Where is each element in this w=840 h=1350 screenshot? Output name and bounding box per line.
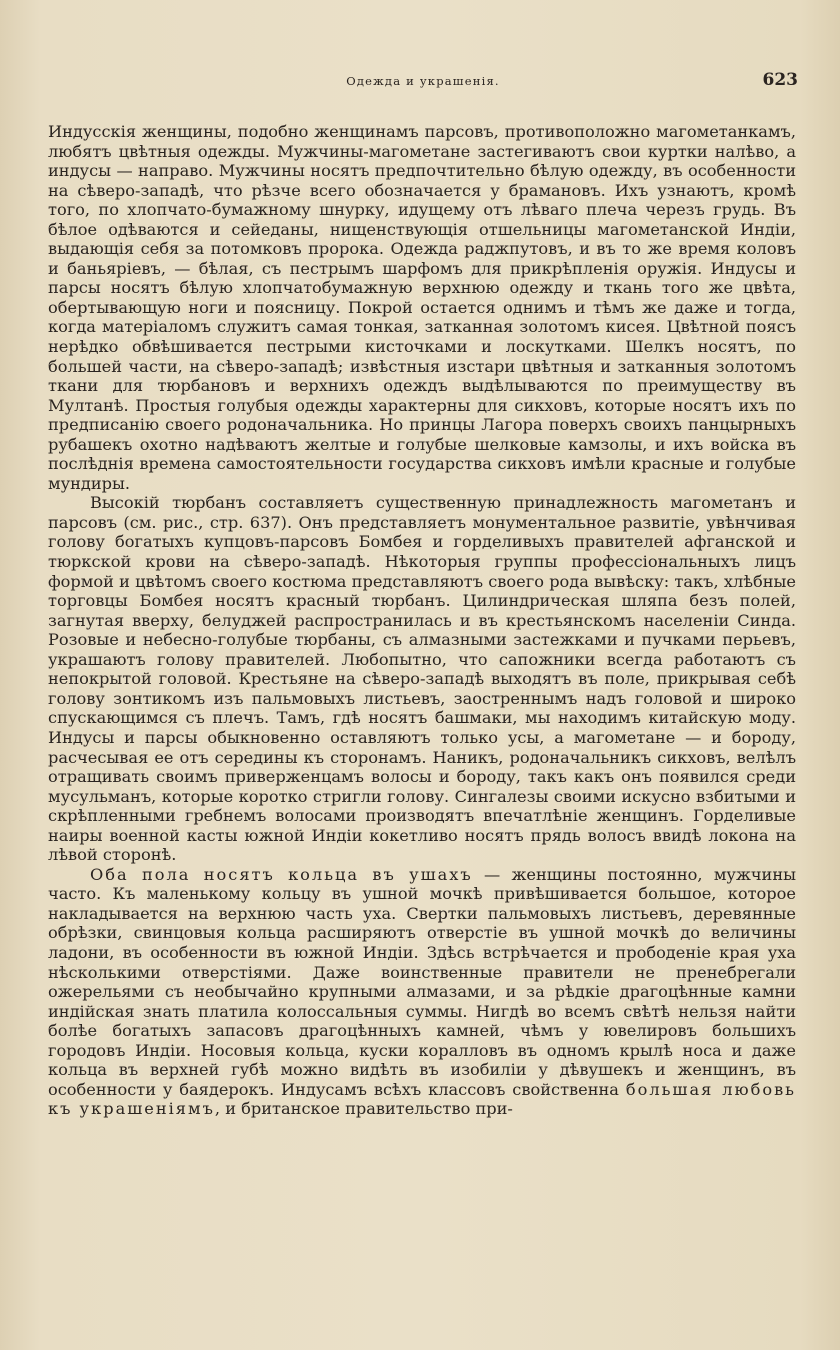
spaced-tail-text: большая любовь къ украшеніямъ [48, 1079, 796, 1119]
paragraph-3-end: , и британское правительство при- [214, 1099, 513, 1119]
paragraph-3-text: — женщины постоянно, мужчины часто. Къ маленькому кольцу въ ушной мочкѣ привѣшивается большое, которое накладывается на верхнюю часть уха. Свертки пальмовыхъ листьевъ, деревянные обрѣзки, свинцовыя кольца расширяютъ отверстіе въ ушной мочкѣ до величины ладони, въ особенности въ южной Индіи. Здѣсь встрѣчается и прободеніе края уха нѣсколькими отверстіями. Даже воинственные правители не пренебрегали ожерельями съ необычайно крупными алмазами, и за рѣдкіе драгоцѣнные камни индійская знать платила колоссальныя суммы. Нигдѣ во всемъ свѣтѣ нельзя найти болѣе богатыхъ запасовъ драгоцѣнныхъ камней, чѣмъ у ювелировъ большихъ городовъ Индіи. Носовыя кольца, куски коралловъ въ одномъ крылѣ носа и даже кольца въ верхней губѣ можно видѣть въ изобиліи у дѣвушекъ и женщинъ, въ особенности у баядерокъ. Индусамъ всѣхъ классовъ свойственна [48, 864, 796, 1099]
spaced-lead-text: Оба пола носятъ кольца въ ушахъ [90, 864, 473, 884]
running-head [48, 70, 798, 94]
page-number: 623 [762, 70, 798, 90]
paragraph-3 [48, 865, 796, 1119]
paragraph-2: Высокій тюрбанъ составляетъ существенную принадлежность магометанъ и парсовъ (см. рис., стр. 637). Онъ представляетъ монументальное развитіе, увѣнчивая голову богатыхъ купцовъ-парсовъ Бомбея и горделивыхъ правителей афганской и тюркской крови на сѣверо-западѣ. Нѣкоторыя группы профессіональныхъ лицъ формой и цвѣтомъ своего костюма представляютъ своего рода вывѣску: такъ, хлѣбные торговцы Бомбея носятъ красный тюрбанъ. Цилиндрическая шляпа безъ полей, загнутая вверху, белуджей распространилась и въ крестьянскомъ населеніи Синда. Розовые и небесно-голубые тюрбаны, съ алмазными застежками и пучками перьевъ, украшаютъ голову правителей. Любопытно, что сапожники всегда работаютъ съ непокрытой головой. Крестьяне на сѣверо-западѣ выходятъ въ поле, прикрывая себѣ голову зонтикомъ изъ пальмовыхъ листьевъ, заостреннымъ надъ головой и широко спускающимся съ плечъ. Тамъ, гдѣ носятъ башмаки, мы находимъ китайскую моду. Индусы и парсы обыкновенно оставляютъ только усы, а магометане — и бороду, расчесывая ее отъ середины къ сторонамъ. Наникъ, родоначальникъ сикховъ, велѣлъ отращивать своимъ приверженцамъ волосы и бороду, такъ какъ онъ появился среди мусульманъ, которые коротко стригли голову. Сингалезы своими искусно взбитыми и скрѣпленными гребнемъ волосами производятъ впечатлѣніе женщинъ. Горделивые наиры военной касты южной Индіи кокетливо носятъ прядь волосъ ввидѣ локона на лѣвой сторонѣ. [48, 493, 796, 865]
running-title: Одежда и украшенія. [346, 74, 500, 88]
body-text [48, 122, 796, 1119]
paragraph-1: Индусскія женщины, подобно женщинамъ парсовъ, противоположно магометанкамъ, любятъ цвѣтныя одежды. Мужчины-магометане застегиваютъ свои куртки налѣво, а индусы — направо. Мужчины носятъ предпочтительно бѣлую одежду, въ особенности на сѣверо-западѣ, что рѣзче всего обозначается у брамановъ. Ихъ узнаютъ, кромѣ того, по хлопчато-бумажному шнурку, идущему отъ лѣваго плеча черезъ грудь. Въ бѣлое одѣваются и сейеданы, нищенствующія отшельницы магометанской Индіи, выдающія себя за потомковъ пророка. Одежда раджпутовъ, и въ то же время коловъ и баньяріевъ, — бѣлая, съ пестрымъ шарфомъ для прикрѣпленія оружія. Индусы и парсы носятъ бѣлую хлопчатобумажную верхнюю одежду и ткань того же цвѣта, обертывающую ноги и поясницу. Покрой остается однимъ и тѣмъ же даже и тогда, когда матеріаломъ служитъ самая тонкая, затканная золотомъ кисея. Цвѣтной поясъ нерѣдко обвѣшивается пестрыми кисточками и лоскутками. Шелкъ носятъ, по большей части, на сѣверо-западѣ; извѣстныя изстари цвѣтныя и затканныя золотомъ ткани для тюрбановъ и верхнихъ одеждъ выдѣлываются по преимуществу въ Мултанѣ. Простыя голубыя одежды характерны для сикховъ, которые носятъ ихъ по предписанію своего родоначальника. Но принцы Лагора поверхъ своихъ панцырныхъ рубашекъ охотно надѣваютъ желтые и голубые шелковые камзолы, и ихъ войска въ послѣднія времена самостоятельности государства сикховъ имѣли красные и голубые мундиры. [48, 122, 796, 493]
